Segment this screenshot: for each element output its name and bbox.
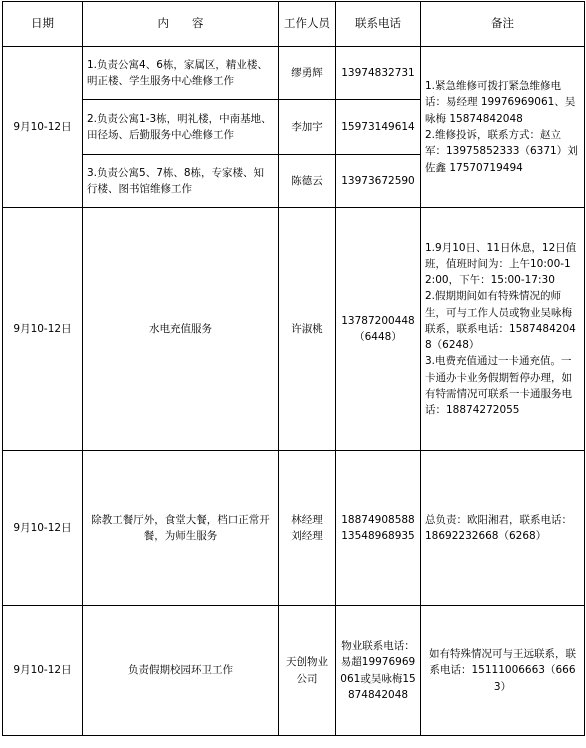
- staff-cell: 天创物业公司: [279, 606, 336, 736]
- phone-cell: 13787200448（6448）: [336, 208, 421, 451]
- staff-cell: 林经理 刘经理: [279, 451, 336, 606]
- note-cell: 如有特殊情况可与王远联系，联系电话：15111006663（6663）: [421, 606, 585, 736]
- phone-cell: 13973672590: [336, 155, 421, 208]
- staff-cell: 缪勇辉: [279, 47, 336, 100]
- header-phone: 联系电话: [336, 2, 421, 47]
- date-cell: 9月10-12日: [3, 47, 83, 208]
- phone-cell: 18874908588 13548968935: [336, 451, 421, 606]
- date-cell: 9月10-12日: [3, 208, 83, 451]
- note-cell: 总负责：欧阳湘君，联系电话： 18692232668（6268）: [421, 451, 585, 606]
- header-date: 日期: [3, 2, 83, 47]
- note-cell: [421, 208, 585, 451]
- content-cell: 水电充值服务: [83, 208, 279, 451]
- phone-cell: 15973149614: [336, 100, 421, 155]
- phone-cell: 物业联系电话：易超19976969061或吴咏梅15874842048: [336, 606, 421, 736]
- note-cell: [421, 47, 585, 208]
- note-text: 1.紧急维修可拨打紧急维修电话：易经理 19976969061、吴咏梅 15874842048 2.维修投诉，联系方式：赵立军：13975852333（6371）刘佐鑫 17570719494: [425, 80, 578, 174]
- content-cell: 1.负责公寓4、6栋，家属区，精业楼、明正楼、学生服务中心维修工作: [83, 47, 279, 100]
- date-cell: 9月10-12日: [3, 606, 83, 736]
- header-content: 内 容: [83, 2, 279, 47]
- header-staff: 工作人员: [279, 2, 336, 47]
- note-text: 1.9月10日、11日休息，12日值班，值班时间为：上午10:00-12:00，下午：15:00-17:30 2.假期期间如有特殊情况的师生，可与工作人员或物业吴咏梅联系，联系电话：15874842048（6248） 3.电费充值通过一卡通充值。一卡通办卡业务假期暂停办理，如有特需情况可联系一卡通服务电话：18874272055: [425, 241, 577, 417]
- schedule-table: [2, 1, 585, 736]
- header-note: 备注: [421, 2, 585, 47]
- content-cell: 除教工餐厅外，食堂大餐，档口正常开餐，为师生服务: [83, 451, 279, 606]
- header-row: [3, 2, 585, 47]
- content-cell: 2.负责公寓1-3栋，明礼楼，中南基地、田径场、后勤服务中心维修工作: [83, 100, 279, 155]
- staff-cell: 陈德云: [279, 155, 336, 208]
- phone-cell: 13974832731: [336, 47, 421, 100]
- table-row: [3, 208, 585, 451]
- table-row: [3, 47, 585, 100]
- staff-cell: 许淑桃: [279, 208, 336, 451]
- staff-cell: 李加宇: [279, 100, 336, 155]
- content-cell: 3.负责公寓5、7栋、8栋，专家楼、知行楼、图书馆维修工作: [83, 155, 279, 208]
- date-cell: 9月10-12日: [3, 451, 83, 606]
- table-row: [3, 606, 585, 736]
- table-row: [3, 451, 585, 606]
- content-cell: 负责假期校园环卫工作: [83, 606, 279, 736]
